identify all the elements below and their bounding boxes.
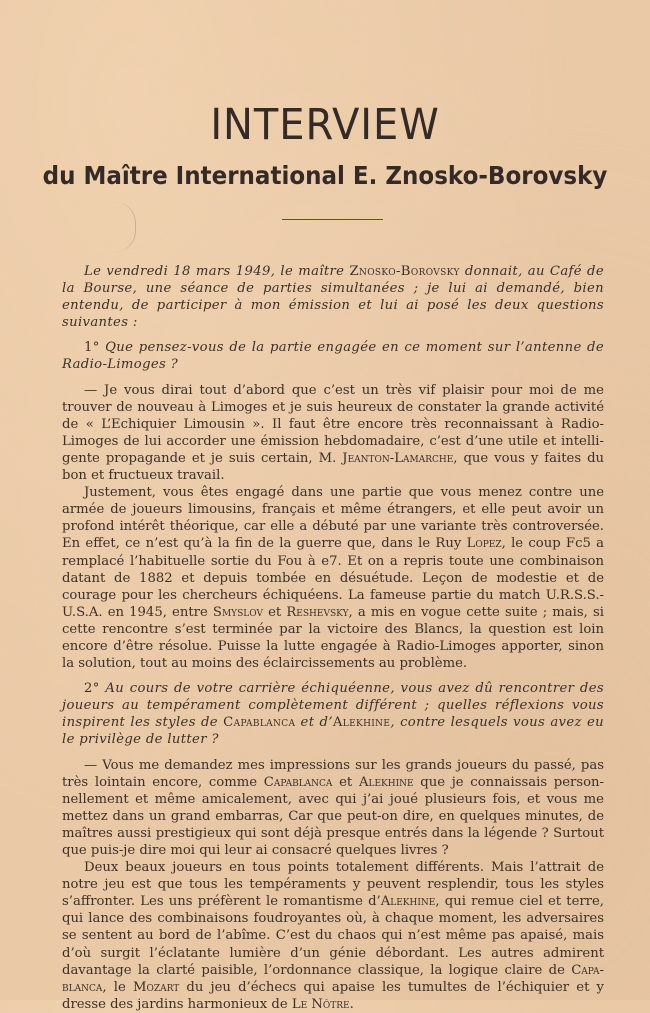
person-name: Capablanca [223, 715, 296, 731]
text-run: que je connaissais personnellement et même amicalement, avec qui j’ai joué plusieurs fois, et vous me mettez dans un grand embarras, Car que peut-on dire, en quelques minutes, de maîtres aussi prestigieux qui sont déjà presque entrés dans la légende ? Surtout que puis-je dire moi qui leur ai consacré quelques livres ? [62, 774, 604, 858]
answer-2-paragraph-1 [62, 757, 604, 860]
paper-crease [115, 202, 136, 252]
person-name: Le Nôtre [291, 996, 350, 1012]
person-name: Alekhine [380, 894, 436, 910]
answer-2-paragraph-2 [62, 859, 604, 1013]
text-run: — Je vous dirai tout d’abord que c’est un très vif plaisir pour moi de me trouver de nouveau à Limoges et je suis heureux de constater la grande activité de « L’Echiquier Limousin ». Il faut être encore très reconnaissant à Radio-Limoges de lui accorder une émission hebdomadaire, c’est d’une utile et intelligente propagande et je suis certain, M. [62, 382, 604, 466]
person-name: Jeanton-Lamarche [342, 450, 454, 466]
text-run: , le coup Fc5 a remplacé l’habituelle sortie du Fou à e7. Et on a repris toute une combinaison datant de 1882 et depuis tombée en désuétude. Leçon de modestie et de courage pour les chercheurs échiquéens. La fameuse partie du match U.R.S.S.-U.S.A. en 1945, entre [62, 536, 604, 620]
text-run: donnait, au Café de la Bourse, une séance de parties simultanées ; je lui ai demandé, bien entendu, de participer à mon émission et lui ai posé les deux questions suivantes : [62, 264, 604, 331]
person-name: Capablanca [263, 774, 333, 790]
text-run: et d’ [295, 715, 333, 731]
person-name: Reshevsky [286, 604, 349, 620]
question-2 [62, 680, 604, 748]
text-run: , qui remue ciel et terre, qui lance des combinaisons foudroyantes où, à chaque moment, les adversaires se sentent au bord de l’abîme. C’est du chaos qui n’est même pas apaisé, mais d’où surgit l’éclatante lumière d’un génie débordant. Les autres admirent davantage la clarté paisible, l’ordonnance classique, la logique claire de [62, 894, 604, 978]
text-run: Que pensez-vous de la partie engagée en ce moment sur l’antenne de Radio-Limoges ? [62, 340, 604, 373]
question-1 [62, 339, 604, 373]
answer-1-paragraph-1 [62, 382, 604, 485]
question-number: 2° [84, 681, 100, 697]
page-title: INTERVIEW [210, 100, 440, 150]
text-run: . [349, 996, 354, 1012]
text-run: , contre lesquels vous avez eu le privilège de lutter ? [62, 715, 604, 748]
text-run: Justement, vous êtes engagé dans une partie que vous menez contre une armée de joueurs limousins, français et même étrangers, et elle peut avoir un profond intérêt théorique, car elle a débuté par une variante très controversée. En effet, ce n’est qu’à la fin de la guerre que, dans le Ruy [62, 485, 604, 552]
article-body [62, 263, 604, 1013]
text-run: et [332, 774, 359, 790]
person-name: Znosko-Borovsky [349, 264, 460, 279]
text-run: , a mis en vogue cette suite ; mais, si cette rencontre s’est terminée par la victoire des Blancs, la question est loin encore d’être résolue. Puisse la lutte engagée à Radio-Limoges apporter, sinon la solution, tout au moins des éclaircissements au problème. [62, 604, 604, 672]
text-run: du jeu d’échecs qui apaise les tumultes de l’échiquier et y dresse des jardins harmonieux de [62, 979, 604, 1012]
text-run: , que vous y faites du bon et fructueux travail. [62, 450, 605, 484]
question-number: 1° [84, 340, 100, 356]
person-name: Alekhine [358, 774, 414, 790]
person-name: Lopez [466, 536, 502, 552]
person-name: Alekhine [332, 715, 391, 731]
page-subtitle: du Maître International E. Znosko-Borovsky [42, 161, 608, 190]
text-run: Deux beaux joueurs en tous points totalement différents. Mais l’attrait de notre jeu est que tous les tempéraments y peuvent resplendir, tous les styles s’affronter. Les uns préfèrent le romantisme d’ [62, 860, 604, 910]
title-divider [282, 219, 383, 220]
person-name: Smyslov [212, 604, 263, 620]
text-run: — Vous me demandez mes impressions sur les grands joueurs du passé, pas très lointain encore, comme [62, 757, 604, 790]
text-run: Au cours de votre carrière échiquéenne, vous avez dû rencontrer des joueurs au tempérament complètement différent ; quelles réflexions vous inspirent les styles de [62, 681, 604, 731]
text-run: et [262, 604, 287, 620]
text-run: Le vendredi 18 mars 1949, le maître [84, 264, 350, 279]
intro-paragraph [62, 263, 604, 331]
answer-1-paragraph-2 [62, 484, 604, 672]
person-name: Capablanca [62, 962, 604, 995]
person-name: Mozart [132, 979, 180, 995]
text-run: , le [102, 979, 133, 995]
